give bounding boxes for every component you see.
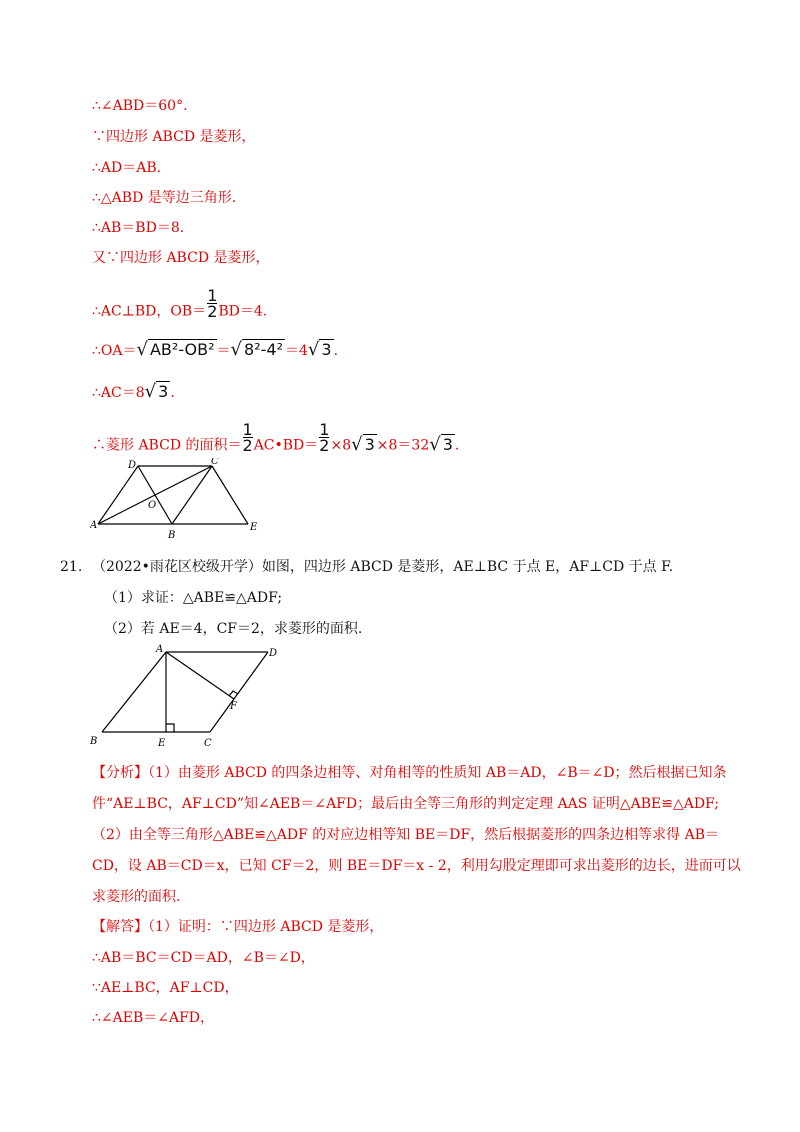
fraction-half xyxy=(207,288,217,319)
fig2-label-D: D xyxy=(269,648,278,659)
fraction-denominator-2: 2 xyxy=(242,436,253,455)
sqrt-expression-4: √ 3 xyxy=(144,381,169,402)
solution-line-8: ∴OA＝√ AB²-OB² ＝√ 8²-4² ＝4√ 3 . xyxy=(92,339,339,360)
solution-line-4: ∴△ABD 是等边三角形. xyxy=(92,190,237,206)
fig2-label-B: B xyxy=(90,736,98,747)
fraction-half-2 xyxy=(243,422,253,453)
fraction-numerator: 1 xyxy=(207,286,218,305)
solution-line-7-text-b: BD＝4. xyxy=(218,303,268,320)
sqrt-expression-3: √ 3 xyxy=(307,339,332,360)
fraction-denominator: 2 xyxy=(207,302,218,321)
solution-line-2: ∵四边形 ABCD 是菱形， xyxy=(92,129,256,145)
fraction-numerator-2: 1 xyxy=(242,420,253,439)
answer-line-2: ∴AB＝BC＝CD＝AD，∠B＝∠D， xyxy=(92,950,315,966)
radicand-6: 3 xyxy=(442,434,453,454)
question-stem: （2022•雨花区校级开学）如图，四边形 ABCD 是菱形，AE⊥BC 于点 E，AF⊥CD 于点 F. xyxy=(92,559,674,575)
solution-line-3: ∴AD＝AB. xyxy=(92,160,162,176)
radicand-5: 3 xyxy=(364,434,375,454)
radicand-3: 3 xyxy=(321,340,332,359)
solution-line-7-text-a: ∴AC⊥BD，OB＝ xyxy=(92,303,207,320)
solution-line-10-text-b: AC•BD＝ xyxy=(253,437,319,454)
analysis-line-1: 【分析】（1）由菱形 ABCD 的四条边相等、对角相等的性质知 AB＝AD，∠B＝∠D；然后根据已知条 xyxy=(92,765,727,781)
fig1-label-B: B xyxy=(168,530,176,540)
radicand-2: 8²-4² xyxy=(244,340,283,359)
figure-rhombus-perpendiculars xyxy=(88,642,288,752)
sqrt-expression-5: √ 3 xyxy=(351,433,375,455)
solution-line-10-text-c: ×8 xyxy=(330,437,352,454)
fig1-label-O: O xyxy=(148,500,157,511)
fig2-label-E: E xyxy=(158,738,166,749)
analysis-line-2: 件“AE⊥BC，AF⊥CD”知∠AEB＝∠AFD；最后由全等三角形的判定定理 AAS 证明△ABE≌△ADF; xyxy=(92,796,719,812)
fraction-half-3 xyxy=(319,422,329,453)
sqrt-expression-2: √ 8²-4² xyxy=(230,339,283,360)
analysis-line-4: CD，设 AB＝CD＝x，已知 CF＝2，则 BE＝DF＝x - 2，利用勾股定理即可求出菱形的边长，进而可以 xyxy=(92,858,741,874)
fig1-label-C: C xyxy=(211,458,219,467)
solution-line-9-text-a: ∴AC＝8 xyxy=(92,385,145,401)
question-part-2: （2）若 AE＝4，CF＝2，求菱形的面积. xyxy=(104,621,363,637)
solution-line-5: ∴AB＝BD＝8. xyxy=(92,220,185,236)
radicand-4: 3 xyxy=(158,382,169,401)
fig1-label-D: D xyxy=(128,460,137,471)
solution-line-8-text-c: ＝4 xyxy=(284,343,308,359)
fig2-label-F: F xyxy=(230,701,237,712)
analysis-line-5: 求菱形的面积. xyxy=(92,889,181,905)
fig1-label-E: E xyxy=(250,522,258,533)
solution-line-9: ∴AC＝8√ 3 . xyxy=(92,381,175,402)
solution-line-6: 又∵四边形 ABCD 是菱形， xyxy=(92,250,270,266)
sqrt-expression-6: √ 3 xyxy=(429,433,453,455)
figure-rhombus-diagonals xyxy=(90,458,270,540)
answer-line-1: 【解答】（1）证明：∵四边形 ABCD 是菱形， xyxy=(92,919,384,935)
fig2-label-A: A xyxy=(156,644,164,655)
solution-line-10-text-a: ∴菱形 ABCD 的面积＝ xyxy=(92,437,242,454)
radicand-1: AB²-OB² xyxy=(149,340,215,359)
fraction-denominator-3: 2 xyxy=(319,436,330,455)
fig2-label-C: C xyxy=(204,738,212,749)
fraction-numerator-3: 1 xyxy=(319,420,330,439)
solution-line-8-text-a: ∴OA＝ xyxy=(92,343,137,359)
analysis-line-3: （2）由全等三角形△ABE≌△ADF 的对应边相等知 BE＝DF，然后根据菱形的四条边相等求得 AB＝ xyxy=(92,827,720,843)
solution-line-10-text-d: ×8＝32 xyxy=(376,437,430,454)
solution-line-1: ∴∠ABD＝60°. xyxy=(92,98,188,114)
sqrt-expression-1: √ AB²-OB² xyxy=(136,339,215,360)
solution-line-10: ∴菱形 ABCD 的面积＝ $\frac{1}{2}$ AC•BD＝ $\frac{1}{2}$ ×8√ 3 ×8＝32√ 3 . xyxy=(92,420,460,455)
question-number: 21. xyxy=(60,559,83,575)
answer-line-3: ∵AE⊥BC，AF⊥CD， xyxy=(92,980,239,996)
fig1-label-A: A xyxy=(90,520,98,531)
solution-line-7 xyxy=(92,286,268,327)
question-part-1: （1）求证：△ABE≌△ADF; xyxy=(104,590,283,606)
answer-line-4: ∴∠AEB＝∠AFD， xyxy=(92,1010,215,1026)
